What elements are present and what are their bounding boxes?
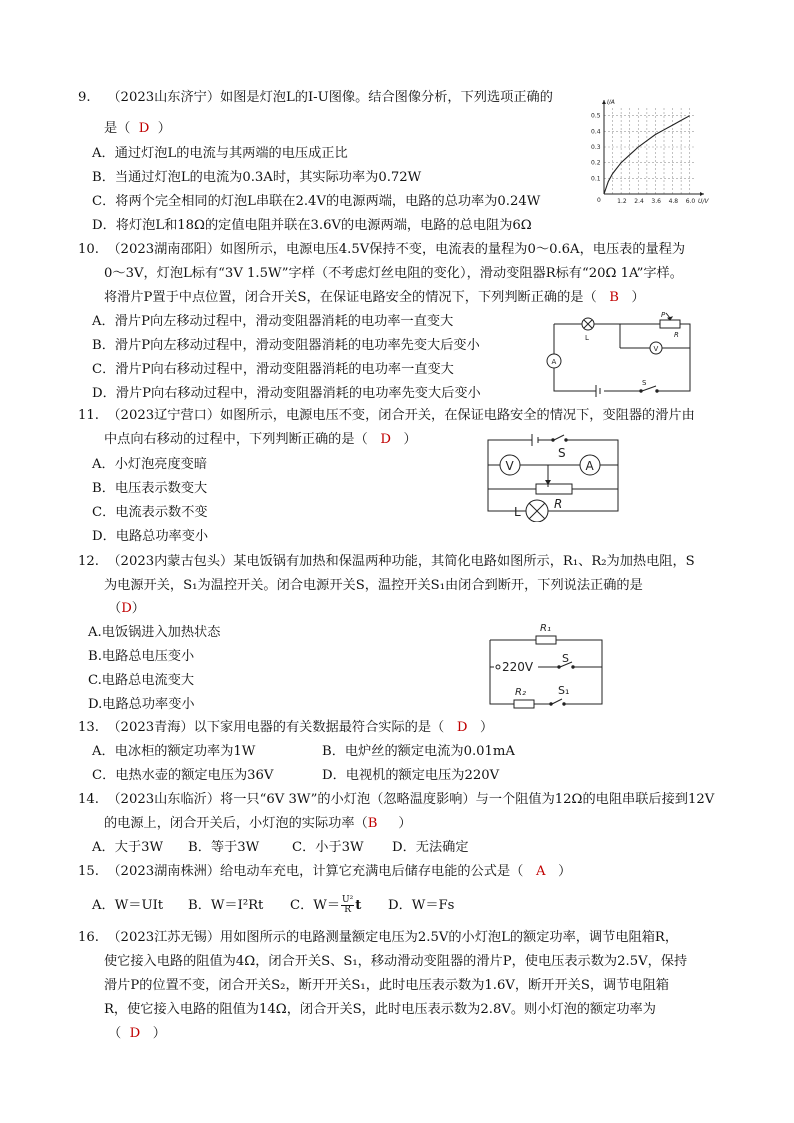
q11-label-l: L [514, 505, 521, 519]
y-tick-label-2: 0.3 [591, 144, 601, 151]
q12-stem-line2: 为电源开关，S₁为温控开关。闭合电源开关S，温控开关S₁由闭合到断开，下列说法正确的是 [104, 578, 643, 593]
q14-option-a: A．大于3W [92, 840, 164, 855]
q14-option-c: C．小于3W [292, 840, 364, 855]
q15-option-d: D．W＝Fs [388, 898, 455, 913]
q9-paren-close: ） [157, 121, 171, 136]
q12-label-r2: R₂ [515, 687, 526, 698]
q13-option-b: B．电炉丝的额定电流为0.01mA [322, 744, 515, 759]
q16-paren-open: （ [108, 1026, 122, 1041]
q13-paren-close: ） [479, 720, 494, 735]
q11-ammeter-label: A [585, 459, 594, 473]
q13-option-a: A．电冰柜的额定功率为1W [92, 744, 256, 759]
q14-number: 14. [78, 792, 99, 807]
q15-option-c [290, 896, 361, 916]
q16-stem-line3: 滑片P的位置不变，闭合开关S₂，断开开关S₁，此时电压表示数为1.6V，断开开关S，调节电阻箱 [104, 978, 669, 993]
q11-option-d: D．电路总功率变小 [92, 529, 209, 544]
q12-option-b: B.电路总电压变小 [88, 649, 195, 664]
q12-label-220v: 220V [502, 660, 534, 674]
q9-iu-chart [586, 86, 720, 212]
q9-option-d: D．将灯泡L和18Ω的定值电阻并联在3.6V的电源两端，电路的总电阻为6Ω [92, 218, 532, 233]
q11-stem-a: （2023辽宁营口）如图所示，电源电压不变，闭合开关，在保证电路安全的情况下，变阻器的滑片由 [107, 408, 695, 423]
q16-answer: D [129, 1026, 141, 1041]
q12-stem-line1 [78, 552, 695, 572]
q11-stem-b: 中点向右移动的过程中，下列判断正确的是（ [104, 432, 368, 447]
q14-stem-line1 [78, 790, 714, 810]
q10-number: 10. [78, 242, 99, 257]
q15-option-b: B．W＝I²Rt [188, 898, 264, 913]
q14-answer: B [367, 816, 378, 831]
q15-number: 15. [78, 864, 99, 879]
q10-label-l: L [585, 334, 589, 342]
q12-paren-line [108, 599, 145, 619]
series-line-L [604, 116, 690, 194]
q15-option-c-label: C．W＝ [290, 898, 341, 913]
q13-option-c: C．电热水壶的额定电压为36V [92, 768, 274, 783]
y-tick-label-1: 0.2 [591, 159, 601, 167]
q9-option-c: C．将两个完全相同的灯泡L串联在2.4V的电源两端，电路的总功率为0.24W [92, 194, 541, 209]
q10-option-b: B．滑片P向左移动过程中，滑动变阻器消耗的电功率先变大后变小 [92, 338, 480, 353]
q10-stem-line3 [104, 288, 645, 308]
q10-voltmeter-label: V [653, 345, 659, 353]
q15-fraction-denominator: R [344, 905, 352, 915]
q10-stem-line1 [78, 240, 685, 260]
x-tick-label-1: 2.4 [634, 198, 644, 205]
q12-label-s1: S₁ [558, 684, 570, 697]
q16-paren-close: ） [152, 1026, 166, 1041]
q10-paren-close: ） [631, 290, 645, 305]
x-tick-label-4: 6.0 [685, 198, 696, 205]
q9-number: 9. [78, 90, 91, 105]
q12-option-d: D.电路总功率变小 [88, 697, 195, 712]
q12-option-c: C.电路总电流变大 [88, 673, 195, 688]
q10-label-p: P [661, 311, 666, 319]
q13-option-d: D．电视机的额定电压为220V [322, 768, 500, 783]
q15-paren-close: ） [558, 864, 572, 879]
q9-paren-open: 是（ [104, 121, 131, 136]
q11-option-a: A．小灯泡亮度变暗 [92, 457, 208, 472]
q16-stem-line4: R，使它接入电路的阻值为14Ω，闭合开关S，此时电压表示数为2.8V。则小灯泡的额定功率为 [104, 1002, 656, 1017]
q11-label-s: S [558, 446, 566, 460]
q12-label-r1: R₁ [540, 623, 551, 634]
q14-paren-close: ） [398, 816, 412, 831]
x-axis-label: U/V [698, 198, 709, 205]
q15-stem-text: （2023湖南株洲）给电动车充电，计算它充满电后储存电能的公式是（ [107, 864, 524, 879]
q12-label-s: S [562, 652, 569, 665]
q10-circuit-diagram [538, 306, 720, 402]
q16-paren-line [108, 1024, 166, 1044]
q16-number: 16. [78, 930, 99, 945]
q9-stem: （2023山东济宁）如图是灯泡L的I-U图像。结合图像分析，下列选项正确的 [107, 90, 553, 105]
q15-option-a: A．W＝UIt [92, 898, 164, 913]
q10-stem-line2: 0～3V，灯泡L标有“3V 1.5W”字样（不考虑灯丝电阻的变化），滑动变阻器R标有“20Ω 1A”字样。 [104, 266, 683, 281]
y-tick-label-4: 0.5 [591, 112, 601, 120]
q13-answer: D [456, 720, 468, 735]
x-tick-label-2: 3.6 [651, 198, 661, 205]
q10-option-a: A．滑片P向左移动过程中，滑动变阻器消耗的电功率一直变大 [92, 314, 454, 329]
q9-option-b: B．当通过灯泡L的电流为0.3A时，其实际功率为0.72W [92, 170, 422, 185]
y-axis-label: I/A [607, 99, 615, 106]
q10-stem-a: （2023湖南邵阳）如图所示，电源电压4.5V保持不变，电流表的量程为0～0.6A，电压表的量程为 [107, 242, 686, 257]
origin-label: 0 [597, 197, 601, 204]
q11-paren-close: ） [403, 432, 417, 447]
y-axis-arrow [602, 100, 606, 104]
q15-option-c-fraction [341, 896, 354, 915]
q10-option-c: C．滑片P向右移动过程中，滑动变阻器消耗的电功率一直变大 [92, 362, 454, 377]
q10-ammeter-label: A [551, 358, 557, 366]
q11-number: 11. [78, 408, 99, 423]
q11-option-b: B．电压表示数变大 [92, 481, 208, 496]
q9-stem-line1 [78, 88, 553, 108]
q12-number: 12. [78, 554, 99, 569]
q10-label-s: S [642, 379, 647, 387]
q12-answer: D [121, 601, 132, 616]
q9-answer: D [138, 121, 150, 136]
q11-stem-line2 [104, 430, 417, 450]
q14-stem-line2 [104, 814, 412, 834]
q11-stem-line1 [78, 406, 695, 426]
q16-stem-line2: 使它接入电路的阻值为4Ω，闭合开关S、S₁，移动滑动变阻器的滑片P，使电压表示数为2.5V，保持 [104, 954, 688, 969]
q9-option-a: A．通过灯泡L的电流与其两端的电压成正比 [92, 146, 348, 161]
x-tick-label-0: 1.2 [617, 198, 627, 205]
q10-stem-c: 将滑片P置于中点位置，闭合开关S，在保证电路安全的情况下，下列判断正确的是（ [104, 290, 597, 305]
q11-label-r: R [554, 497, 563, 511]
y-tick-label-0: 0.1 [591, 175, 601, 183]
q14-stem-b: 的电源上，闭合开关后，小灯泡的实际功率（ [104, 816, 368, 831]
q12-option-a: A.电饭锅进入加热状态 [88, 625, 221, 640]
q12-circuit-diagram [486, 620, 606, 712]
q10-option-d: D．滑片P向右移动过程中，滑动变阻器消耗的电功率先变大后变小 [92, 386, 481, 401]
x-tick-label-3: 4.8 [668, 198, 679, 205]
q11-answer: D [380, 432, 391, 447]
q15-stem [78, 862, 571, 882]
x-axis-arrow [700, 192, 704, 196]
q14-option-b: B．等于3W [188, 840, 260, 855]
y-tick-label-3: 0.4 [591, 128, 601, 136]
q15-fraction-numerator: U² [342, 895, 354, 905]
q14-option-d: D．无法确定 [392, 840, 469, 855]
q14-stem-a: （2023山东临沂）将一只“6V 3W”的小灯泡（忽略温度影响）与一个阻值为12Ω的电阻串联后接到12V [107, 792, 715, 807]
q13-stem [78, 718, 493, 738]
q10-label-r: R [674, 331, 679, 339]
q13-stem-text: （2023青海）以下家用电器的有关数据最符合实际的是（ [107, 720, 445, 735]
q11-option-c: C．电流表示数不变 [92, 505, 208, 520]
q13-number: 13. [78, 720, 99, 735]
q15-option-c-t: t [355, 898, 362, 913]
q12-paren-close: ） [131, 601, 145, 616]
q10-answer: B [609, 290, 619, 305]
q11-circuit-diagram [486, 432, 620, 522]
q15-answer: A [535, 864, 546, 879]
q16-stem-line1 [78, 928, 678, 948]
q9-stem-line2 [104, 119, 171, 139]
q16-stem-a: （2023江苏无锡）用如图所示的电路测量额定电压为2.5V的小灯泡L的额定功率，调节电阻箱R， [107, 930, 679, 945]
q11-voltmeter-label: V [505, 459, 514, 473]
q12-stem-a: （2023内蒙古包头）某电饭锅有加热和保温两种功能，其简化电路如图所示，R₁、R₂为加热电阻，S [107, 554, 695, 569]
q12-paren-open: （ [108, 601, 122, 616]
